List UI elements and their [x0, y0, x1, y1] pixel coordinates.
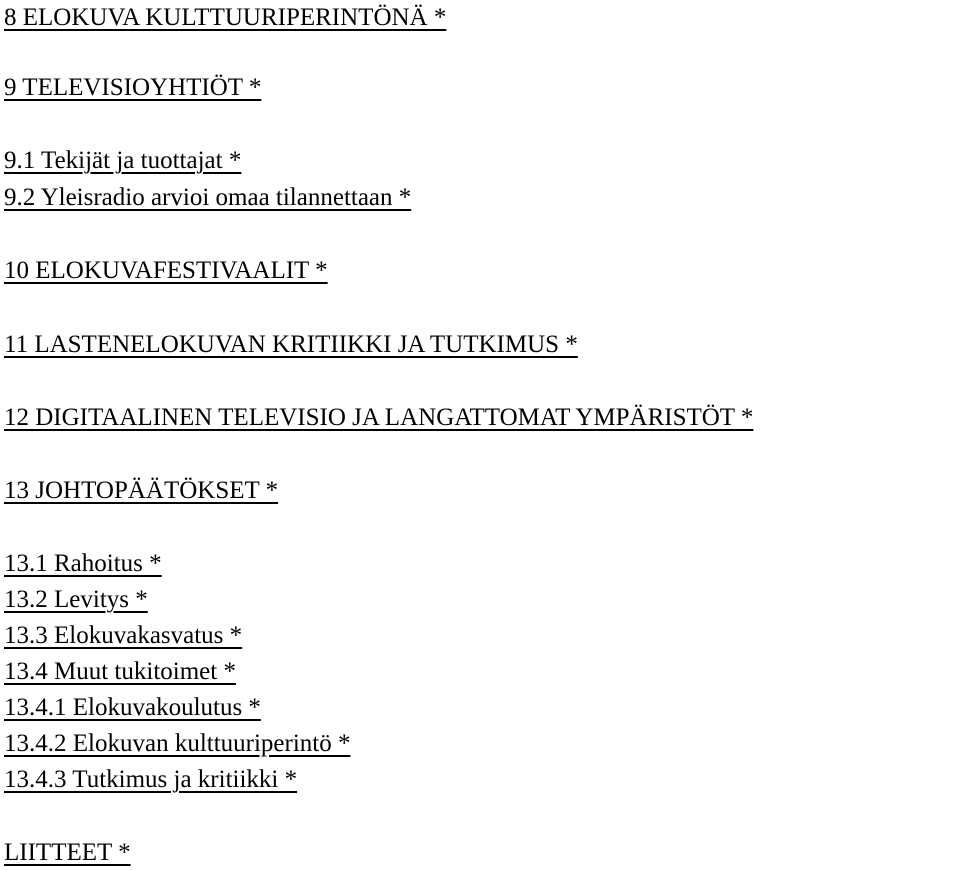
toc-entry-9[interactable]: 9 TELEVISIOYHTIÖT *	[4, 74, 262, 101]
toc-entry-13-1[interactable]: 13.1 Rahoitus *	[4, 550, 162, 577]
toc-entry-9-1[interactable]: 9.1 Tekijät ja tuottajat *	[4, 147, 242, 174]
toc-entry-13[interactable]: 13 JOHTOPÄÄTÖKSET *	[4, 477, 279, 504]
toc-entry-13-4-1[interactable]: 13.4.1 Elokuvakoulutus *	[4, 694, 261, 721]
toc-entry-13-4-2[interactable]: 13.4.2 Elokuvan kulttuuriperintö *	[4, 730, 351, 757]
toc-entry-10[interactable]: 10 ELOKUVAFESTIVAALIT *	[4, 257, 328, 284]
toc-entry-liitteet[interactable]: LIITTEET *	[4, 839, 131, 866]
toc-entry-13-4-3[interactable]: 13.4.3 Tutkimus ja kritiikki *	[4, 766, 298, 793]
toc-entry-12[interactable]: 12 DIGITAALINEN TELEVISIO JA LANGATTOMAT YMPÄRISTÖT *	[4, 404, 754, 431]
toc-entry-11[interactable]: 11 LASTENELOKUVAN KRITIIKKI JA TUTKIMUS *	[4, 331, 578, 358]
toc-entry-13-2[interactable]: 13.2 Levitys *	[4, 586, 148, 613]
toc-entry-13-3[interactable]: 13.3 Elokuvakasvatus *	[4, 622, 243, 649]
toc-entry-13-4[interactable]: 13.4 Muut tukitoimet *	[4, 658, 236, 685]
toc-entry-9-2[interactable]: 9.2 Yleisradio arvioi omaa tilannettaan *	[4, 184, 412, 211]
toc-entry-8[interactable]: 8 ELOKUVA KULTTUURIPERINTÖNÄ *	[4, 4, 447, 31]
